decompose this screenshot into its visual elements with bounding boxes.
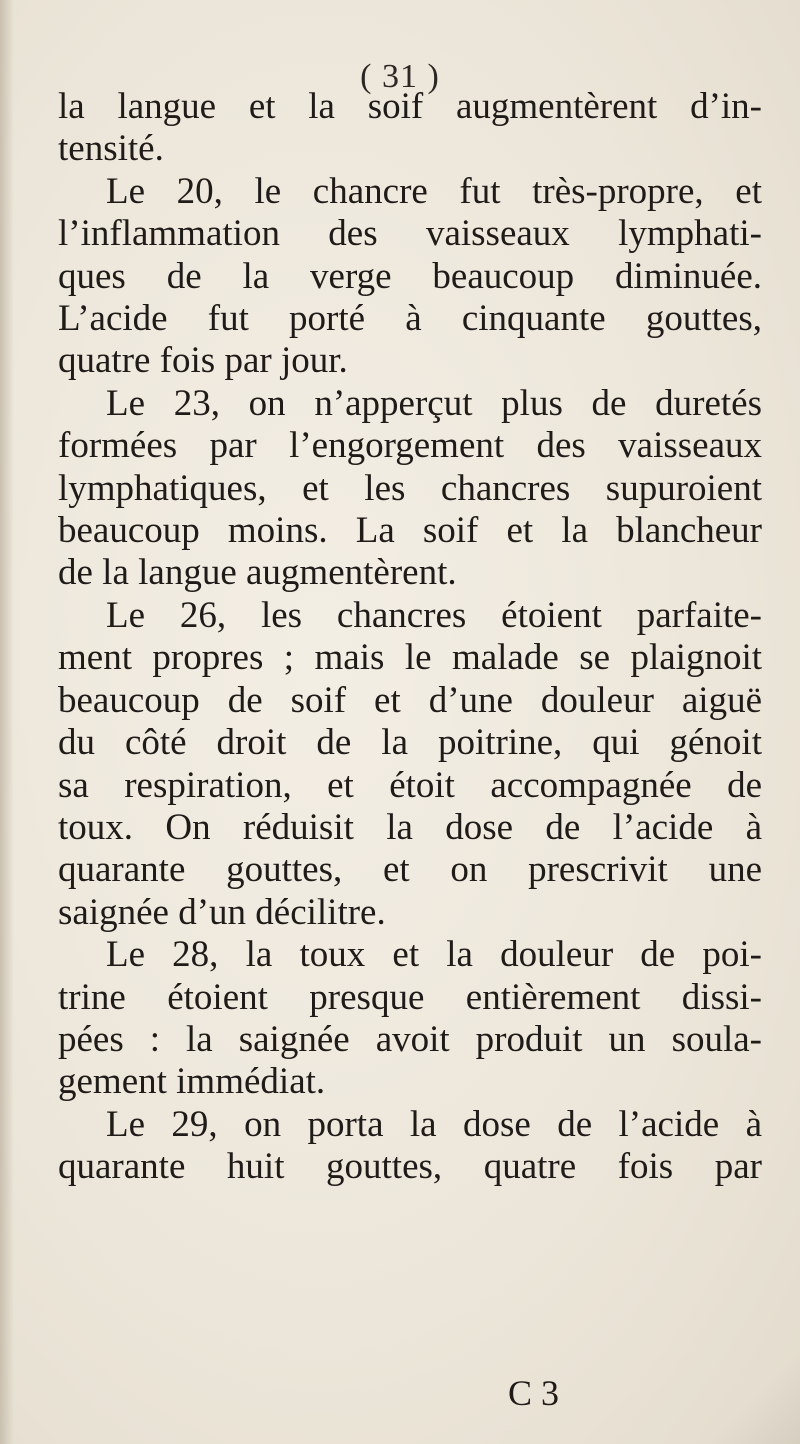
text-line: l’inflammation des vaisseaux lymphati- <box>58 213 762 255</box>
text-line: formées par l’engorgement des vaisseaux <box>58 425 762 467</box>
text-line: Le 28, la toux et la douleur de poi- <box>106 934 762 976</box>
text-line: toux. On réduisit la dose de l’acide à <box>58 806 762 848</box>
text-line: quatre fois par jour. <box>58 340 348 382</box>
text-line: gement immédiat. <box>58 1061 326 1103</box>
text-line: du côté droit de la poitrine, qui génoit <box>58 722 762 764</box>
text-line: ment propres ; mais le malade se plaignoit <box>58 637 762 679</box>
text-line: quarante gouttes, et on prescrivit une <box>58 849 762 891</box>
text-line: ques de la verge beaucoup diminuée. <box>58 255 762 297</box>
page-spine-shadow <box>0 0 14 1444</box>
text-line: lymphatiques, et les chancres supuroient <box>58 467 762 509</box>
signature-mark: C 3 <box>508 1373 560 1413</box>
text-line: la langue et la soif augmentèrent d’in- <box>58 86 762 127</box>
body-text <box>58 86 762 1189</box>
text-line: beaucoup de soif et d’une douleur aiguë <box>58 679 762 721</box>
text-line: pées : la saignée avoit produit un soula- <box>58 1018 762 1060</box>
text-line: sa respiration, et étoit accompagnée de <box>58 764 762 806</box>
text-line: beaucoup moins. La soif et la blancheur <box>58 510 762 552</box>
text-line: de la langue augmentèrent. <box>58 552 457 594</box>
text-line: Le 20, le chancre fut très-propre, et <box>106 170 762 212</box>
text-line: L’acide fut porté à cinquante gouttes, <box>58 298 762 340</box>
text-line: saignée d’un décilitre. <box>58 891 386 933</box>
page-corner-shadow <box>680 1354 800 1444</box>
text-line: quarante huit gouttes, quatre fois par <box>58 1146 762 1188</box>
text-line: Le 29, on porta la dose de l’acide à <box>106 1103 762 1145</box>
page-number: ( 31 ) <box>360 58 440 95</box>
text-line: Le 23, on n’apperçut plus de duretés <box>106 382 762 424</box>
text-line: trine étoient presque entièrement dissi- <box>58 976 762 1018</box>
text-line: tensité. <box>58 128 164 170</box>
text-line: Le 26, les chancres étoient parfaite- <box>106 594 762 636</box>
